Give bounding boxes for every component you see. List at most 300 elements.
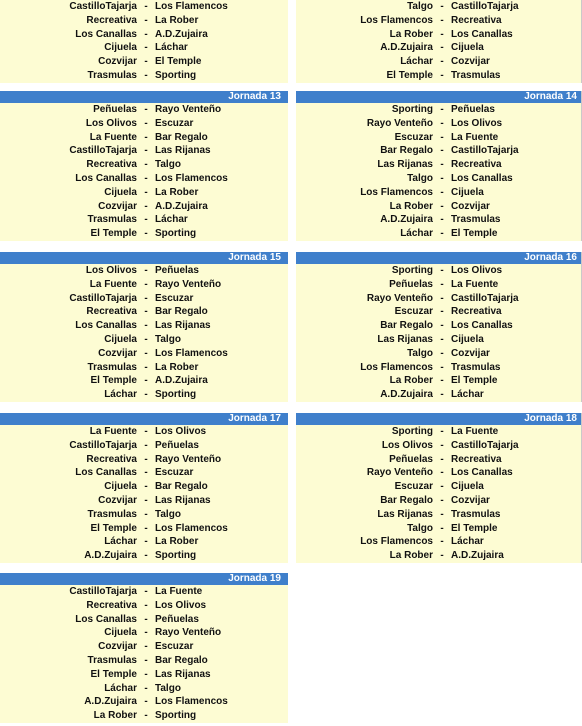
match-row	[296, 213, 582, 227]
match-separator: -	[440, 159, 444, 171]
match-separator: -	[440, 278, 444, 290]
home-team: La Rober	[389, 375, 433, 387]
away-team: Los Canallas	[451, 28, 513, 40]
away-team: Cozvijar	[451, 494, 490, 506]
match-row	[296, 41, 582, 55]
home-team: La Fuente	[89, 278, 137, 290]
match-row	[0, 453, 288, 467]
home-team: La Fuente	[89, 131, 137, 143]
match-row	[0, 264, 288, 278]
match-separator: -	[440, 14, 444, 26]
home-team: Peñuelas	[93, 104, 137, 115]
home-team: Láchar	[104, 389, 137, 401]
home-team: Sporting	[391, 104, 433, 115]
home-team: Los Olivos	[85, 265, 137, 276]
home-team: A.D.Zujaira	[380, 42, 433, 54]
match-row	[296, 172, 582, 186]
home-team: Trasmulas	[87, 214, 137, 226]
home-team: Trasmulas	[87, 654, 137, 666]
match-row	[0, 599, 288, 613]
away-team: Cozvijar	[451, 200, 490, 212]
match-row	[296, 439, 582, 453]
jornada-block-j11	[0, 0, 288, 83]
home-team: Cozvijar	[98, 200, 137, 212]
match-separator: -	[440, 131, 444, 143]
match-row	[296, 264, 582, 278]
match-row	[0, 425, 288, 439]
home-team: El Temple	[90, 668, 137, 680]
home-team: A.D.Zujaira	[84, 696, 137, 708]
home-team: Recreativa	[86, 453, 137, 465]
match-row	[0, 319, 288, 333]
jornada-block-j14	[296, 91, 582, 241]
jornada-header: Jornada 18	[296, 413, 582, 425]
match-row	[0, 494, 288, 508]
match-separator: -	[144, 599, 148, 611]
home-team: Bar Regalo	[380, 145, 433, 157]
away-team: Los Flamencos	[155, 696, 228, 708]
away-team: Rayo Venteño	[155, 104, 222, 115]
match-separator: -	[144, 117, 148, 129]
away-team: Sporting	[155, 389, 197, 401]
away-team: CastilloTajarja	[451, 1, 519, 12]
away-team: La Fuente	[451, 131, 499, 143]
match-separator: -	[440, 265, 444, 276]
match-separator: -	[440, 494, 444, 506]
home-team: Talgo	[407, 522, 433, 534]
match-row	[0, 213, 288, 227]
jornada-header: Jornada 13	[0, 91, 288, 103]
match-separator: -	[144, 361, 148, 373]
home-team: Cozvijar	[98, 494, 137, 506]
match-row	[296, 278, 582, 292]
match-separator: -	[144, 613, 148, 625]
home-team: Láchar	[400, 56, 433, 68]
home-team: Cozvijar	[98, 641, 137, 653]
home-team: La Rober	[389, 28, 433, 40]
home-team: Láchar	[400, 228, 433, 240]
home-team: Las Rijanas	[377, 333, 433, 345]
match-row	[0, 172, 288, 186]
away-team: Talgo	[155, 333, 181, 345]
jornada-header: Jornada 15	[0, 252, 288, 264]
away-team: Peñuelas	[155, 439, 199, 451]
match-row	[0, 522, 288, 536]
match-row	[0, 144, 288, 158]
home-team: A.D.Zujaira	[380, 389, 433, 401]
match-separator: -	[440, 172, 444, 184]
match-row	[0, 227, 288, 241]
match-row	[0, 41, 288, 55]
away-team: Escuzar	[155, 467, 194, 479]
away-team: Los Canallas	[451, 320, 513, 332]
match-separator: -	[144, 228, 148, 240]
match-row	[0, 535, 288, 549]
match-separator: -	[144, 627, 148, 639]
away-team: Cozvijar	[451, 56, 490, 68]
match-separator: -	[144, 333, 148, 345]
home-team: Recreativa	[86, 159, 137, 171]
home-team: Talgo	[407, 1, 433, 12]
match-row	[0, 278, 288, 292]
match-row	[0, 28, 288, 42]
away-team: A.D.Zujaira	[155, 375, 208, 387]
jornada-block-j15	[0, 252, 288, 402]
match-separator: -	[440, 453, 444, 465]
match-row	[0, 388, 288, 402]
match-list	[296, 0, 582, 83]
match-row	[0, 549, 288, 563]
match-separator: -	[440, 481, 444, 493]
match-row	[296, 549, 582, 563]
away-team: Bar Regalo	[155, 306, 208, 318]
match-row	[296, 55, 582, 69]
away-team: Láchar	[155, 214, 188, 226]
home-team: Cijuela	[104, 186, 137, 198]
match-separator: -	[144, 145, 148, 157]
away-team: El Temple	[451, 522, 498, 534]
match-separator: -	[144, 439, 148, 451]
away-team: Rayo Venteño	[155, 627, 222, 639]
match-row	[0, 333, 288, 347]
match-row	[296, 144, 582, 158]
match-row	[0, 682, 288, 696]
home-team: Los Flamencos	[360, 14, 433, 26]
home-team: Cozvijar	[98, 56, 137, 68]
match-separator: -	[144, 536, 148, 548]
home-team: Los Flamencos	[360, 361, 433, 373]
match-row	[0, 158, 288, 172]
away-team: La Rober	[155, 536, 199, 548]
match-row	[0, 200, 288, 214]
home-team: CastilloTajarja	[69, 145, 137, 157]
match-row	[296, 227, 582, 241]
match-separator: -	[440, 389, 444, 401]
match-list	[296, 425, 582, 563]
match-row	[296, 28, 582, 42]
match-row	[296, 480, 582, 494]
match-separator: -	[440, 28, 444, 40]
match-row	[0, 305, 288, 319]
home-team: Láchar	[104, 536, 137, 548]
away-team: A.D.Zujaira	[451, 550, 504, 562]
home-team: Los Canallas	[75, 467, 137, 479]
away-team: Los Canallas	[451, 467, 513, 479]
match-separator: -	[144, 347, 148, 359]
home-team: CastilloTajarja	[69, 439, 137, 451]
match-separator: -	[440, 522, 444, 534]
away-team: Recreativa	[451, 453, 502, 465]
match-list	[0, 425, 288, 563]
match-separator: -	[144, 278, 148, 290]
match-separator: -	[440, 42, 444, 54]
away-team: CastilloTajarja	[451, 145, 519, 157]
match-separator: -	[144, 494, 148, 506]
match-separator: -	[144, 159, 148, 171]
match-row	[296, 466, 582, 480]
away-team: Las Rijanas	[155, 494, 211, 506]
home-team: Peñuelas	[389, 453, 433, 465]
match-row	[0, 0, 288, 14]
match-separator: -	[144, 172, 148, 184]
match-separator: -	[440, 214, 444, 226]
home-team: El Temple	[386, 69, 433, 81]
away-team: Las Rijanas	[155, 145, 211, 157]
away-team: Trasmulas	[451, 508, 501, 520]
match-separator: -	[144, 641, 148, 653]
match-separator: -	[440, 347, 444, 359]
match-separator: -	[144, 481, 148, 493]
away-team: Talgo	[155, 159, 181, 171]
match-list	[296, 103, 582, 241]
match-separator: -	[144, 467, 148, 479]
home-team: Rayo Venteño	[366, 467, 433, 479]
home-team: Trasmulas	[87, 69, 137, 81]
home-team: Las Rijanas	[377, 159, 433, 171]
match-row	[0, 14, 288, 28]
match-row	[296, 200, 582, 214]
away-team: Peñuelas	[451, 104, 495, 115]
match-separator: -	[144, 131, 148, 143]
match-row	[296, 508, 582, 522]
home-team: El Temple	[90, 522, 137, 534]
away-team: Recreativa	[451, 159, 502, 171]
home-team: Trasmulas	[87, 361, 137, 373]
match-row	[0, 347, 288, 361]
away-team: Los Canallas	[451, 172, 513, 184]
match-list	[0, 585, 288, 723]
match-separator: -	[440, 550, 444, 562]
away-team: Escuzar	[155, 292, 194, 304]
match-separator: -	[144, 69, 148, 81]
match-separator: -	[144, 389, 148, 401]
away-team: CastilloTajarja	[451, 292, 519, 304]
away-team: Cijuela	[451, 481, 484, 493]
home-team: Los Canallas	[75, 28, 137, 40]
match-row	[0, 640, 288, 654]
home-team: CastilloTajarja	[69, 586, 137, 597]
jornada-block-j13	[0, 91, 288, 241]
home-team: El Temple	[90, 375, 137, 387]
away-team: La Rober	[155, 361, 199, 373]
match-separator: -	[440, 536, 444, 548]
away-team: La Fuente	[155, 586, 203, 597]
home-team: Cijuela	[104, 42, 137, 54]
match-row	[296, 292, 582, 306]
away-team: CastilloTajarja	[451, 439, 519, 451]
match-separator: -	[144, 375, 148, 387]
match-row	[296, 388, 582, 402]
away-team: Los Olivos	[451, 265, 503, 276]
jornada-header: Jornada 19	[0, 573, 288, 585]
match-separator: -	[144, 508, 148, 520]
match-row	[0, 131, 288, 145]
away-team: Bar Regalo	[155, 654, 208, 666]
match-separator: -	[440, 145, 444, 157]
match-separator: -	[144, 682, 148, 694]
away-team: El Temple	[155, 56, 202, 68]
match-separator: -	[144, 668, 148, 680]
match-separator: -	[144, 710, 148, 722]
match-separator: -	[144, 426, 148, 437]
home-team: Los Olivos	[85, 117, 137, 129]
home-team: Escuzar	[394, 306, 433, 318]
match-row	[0, 626, 288, 640]
home-team: La Rober	[389, 200, 433, 212]
home-team: Trasmulas	[87, 508, 137, 520]
match-row	[296, 374, 582, 388]
away-team: Sporting	[155, 69, 197, 81]
match-row	[0, 480, 288, 494]
match-row	[0, 69, 288, 83]
home-team: Bar Regalo	[380, 494, 433, 506]
home-team: Bar Regalo	[380, 320, 433, 332]
jornada-block-j18	[296, 413, 582, 563]
away-team: La Fuente	[451, 426, 499, 437]
home-team: A.D.Zujaira	[380, 214, 433, 226]
away-team: Sporting	[155, 550, 197, 562]
away-team: Peñuelas	[155, 265, 199, 276]
away-team: Láchar	[451, 389, 484, 401]
away-team: Bar Regalo	[155, 131, 208, 143]
away-team: Recreativa	[451, 14, 502, 26]
match-row	[0, 186, 288, 200]
match-row	[296, 14, 582, 28]
jornada-block-j17	[0, 413, 288, 563]
away-team: Los Flamencos	[155, 1, 228, 12]
match-list	[0, 0, 288, 83]
match-separator: -	[440, 508, 444, 520]
match-row	[296, 333, 582, 347]
jornada-header: Jornada 17	[0, 413, 288, 425]
away-team: Trasmulas	[451, 214, 501, 226]
away-team: Los Flamencos	[155, 522, 228, 534]
away-team: Láchar	[451, 536, 484, 548]
away-team: Los Olivos	[155, 599, 207, 611]
match-row	[296, 69, 582, 83]
match-separator: -	[440, 426, 444, 437]
home-team: Escuzar	[394, 481, 433, 493]
home-team: Recreativa	[86, 306, 137, 318]
match-separator: -	[440, 361, 444, 373]
away-team: La Rober	[155, 14, 199, 26]
home-team: Sporting	[391, 265, 433, 276]
away-team: El Temple	[451, 375, 498, 387]
match-separator: -	[440, 200, 444, 212]
away-team: Las Rijanas	[155, 320, 211, 332]
match-row	[0, 709, 288, 723]
match-separator: -	[144, 1, 148, 12]
home-team: Los Canallas	[75, 320, 137, 332]
match-row	[0, 55, 288, 69]
home-team: El Temple	[90, 228, 137, 240]
away-team: Los Flamencos	[155, 172, 228, 184]
home-team: CastilloTajarja	[69, 292, 137, 304]
match-separator: -	[440, 69, 444, 81]
match-separator: -	[440, 333, 444, 345]
away-team: Rayo Venteño	[155, 278, 222, 290]
match-separator: -	[144, 453, 148, 465]
home-team: Los Canallas	[75, 613, 137, 625]
match-row	[0, 361, 288, 375]
away-team: Cijuela	[451, 42, 484, 54]
match-row	[296, 425, 582, 439]
match-separator: -	[144, 654, 148, 666]
match-separator: -	[440, 56, 444, 68]
match-separator: -	[144, 214, 148, 226]
away-team: La Rober	[155, 186, 199, 198]
away-team: Los Flamencos	[155, 347, 228, 359]
match-separator: -	[144, 104, 148, 115]
match-row	[296, 0, 582, 14]
match-row	[296, 131, 582, 145]
match-separator: -	[440, 375, 444, 387]
home-team: Talgo	[407, 172, 433, 184]
away-team: Rayo Venteño	[155, 453, 222, 465]
match-separator: -	[144, 265, 148, 276]
match-separator: -	[440, 104, 444, 115]
match-list	[0, 264, 288, 402]
match-row	[0, 654, 288, 668]
match-row	[0, 117, 288, 131]
away-team: Peñuelas	[155, 613, 199, 625]
away-team: Trasmulas	[451, 69, 501, 81]
away-team: Los Olivos	[451, 117, 503, 129]
match-list	[0, 103, 288, 241]
match-separator: -	[144, 14, 148, 26]
home-team: Talgo	[407, 347, 433, 359]
match-row	[296, 347, 582, 361]
away-team: Cijuela	[451, 333, 484, 345]
match-separator: -	[144, 320, 148, 332]
match-row	[296, 305, 582, 319]
match-row	[296, 319, 582, 333]
match-separator: -	[440, 1, 444, 12]
home-team: Escuzar	[394, 131, 433, 143]
jornada-block-j16	[296, 252, 582, 402]
match-row	[296, 186, 582, 200]
match-separator: -	[440, 320, 444, 332]
match-separator: -	[144, 696, 148, 708]
home-team: A.D.Zujaira	[84, 550, 137, 562]
away-team: A.D.Zujaira	[155, 28, 208, 40]
away-team: Sporting	[155, 710, 197, 722]
home-team: Recreativa	[86, 14, 137, 26]
away-team: Trasmulas	[451, 361, 501, 373]
match-separator: -	[144, 292, 148, 304]
match-row	[0, 466, 288, 480]
match-list	[296, 264, 582, 402]
home-team: Cijuela	[104, 627, 137, 639]
away-team: Escuzar	[155, 117, 194, 129]
away-team: Sporting	[155, 228, 197, 240]
match-separator: -	[144, 306, 148, 318]
match-row	[0, 668, 288, 682]
match-separator: -	[440, 467, 444, 479]
home-team: La Rober	[389, 550, 433, 562]
home-team: La Fuente	[89, 426, 137, 437]
match-row	[296, 535, 582, 549]
home-team: Cijuela	[104, 481, 137, 493]
home-team: Láchar	[104, 682, 137, 694]
home-team: Las Rijanas	[377, 508, 433, 520]
home-team: Peñuelas	[389, 278, 433, 290]
match-separator: -	[440, 306, 444, 318]
home-team: Cozvijar	[98, 347, 137, 359]
match-separator: -	[440, 292, 444, 304]
match-row	[296, 361, 582, 375]
jornada-header: Jornada 14	[296, 91, 582, 103]
